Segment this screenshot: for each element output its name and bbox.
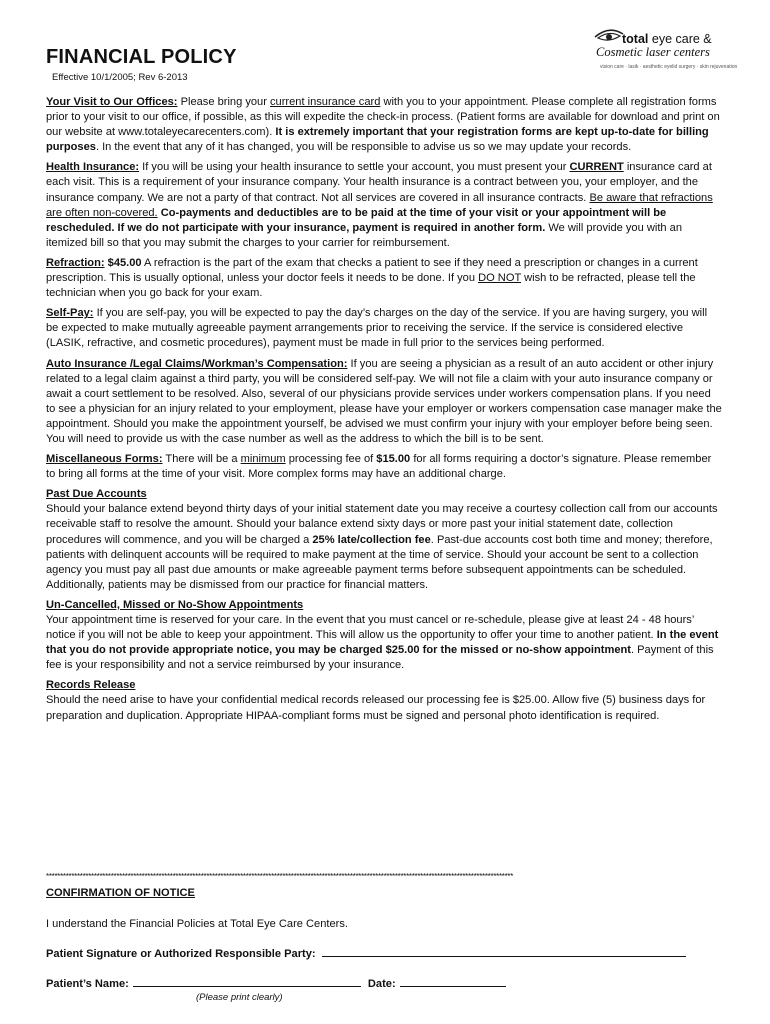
patient-name-field[interactable] [133,976,361,987]
policy-body [46,95,722,729]
date-field[interactable] [400,976,506,987]
logo-tagline: vision care · lasik · aesthetic eyelid surgery · skin rejuvenation [600,64,738,70]
section-refraction: Refraction: $45.00 A refraction is the part of the exam that checks a patient to see if they need a prescription or changes in a current prescription. This is usually optional, unless your doctor feels it needs to be done. If you DO NOT wish to be refracted, please tell the technician when you go back for your exam. [46,256,698,300]
signature-label: Patient Signature or Authorized Responsible Party: [46,948,316,960]
section-office-visit: Your Visit to Our Offices: Please bring your current insurance card with you to your appointment. Please complete all registration forms prior to your visit to our office, if possible, as this will expedite the check-in process. (Patient forms are available for download and print on our website at www.totaleyecarecenters.com). It is extremely important that your registration forms are kept up-to-date for billing purposes. In the event that any of it has changed, you will be responsible to advise us so we may update your records. [46,96,720,154]
signature-row [46,946,686,960]
section-misc-forms: Miscellaneous Forms: There will be a minimum processing fee of $15.00 for all forms requiring a doctor’s signature. Please remember to bring all forms at the time of your visit. More complex forms may have an additional charge. [46,453,712,481]
date-label: Date: [367,978,396,990]
divider: ********************************************************************************************************************************************************************** [46,872,514,881]
confirmation-statement: I understand the Financial Policies at Total Eye Care Centers. [46,918,348,930]
signature-field[interactable] [322,946,686,957]
section-past-due: Past Due Accounts Should your balance extend beyond thirty days of your initial statement date you may receive a courtesy collection call from our accounts receivable staff to resolve the amount. Should your balance extend sixty days or more past your initial statement date, collection procedures will commence, and you will be charged a 25% late/collection fee. Past-due accounts cost both time and money; therefore, patients with delinquent accounts will be required to make payment at the time of service. Should your account be sent to a collection agency you must pay all past due amounts or make agreeable payment terms before subsequent appointments can be scheduled. Additionally, patients may be dismissed from our practice for financial matters. [46,488,718,591]
section-no-show: Un-Cancelled, Missed or No-Show Appointments Your appointment time is reserved for your care. In the event that you must cancel or re-schedule, please give at least 24 - 48 hours’ notice if you will not be able to keep your appointment. This will allow us the opportunity to offer your time to another patient. In the event that you do not provide appropriate notice, you may be charged $25.00 for the missed or no-show appointment. Payment of this fee is your responsibility and not a service reimbursed by your insurance. [46,598,719,672]
page-title: FINANCIAL POLICY [46,46,237,68]
company-logo [592,24,738,76]
section-auto-insurance: Auto Insurance /Legal Claims/Workman’s Compensation: If you are seeing a physician as a result of an auto accident or other injury related to a legal claim against a third party, you will be considered self-pay. We will not file a claim with your auto insurance company or await a court settlement to be resolved. Also, several of our physicians provide services under workers compensation plans. If you need to see a physician for an injury related to your employment, please have your employer or workers compensation case manager make the appointment. Should you make the appointment yourself, be advised we must confirm your injury with your employer before being seen. You will need to provide us with the case number as well as the address to which the bill is to be sent. [46,357,722,445]
name-date-row [46,976,506,990]
section-health-insurance: Health Insurance: If you will be using your health insurance to settle your account, you must present your CURRENT insurance card at each visit. This is a requirement of your insurance company. Your health insurance is a contract between you, your employer, and the insurance company. We are not a party of that contract. Not all services are covered in all insurance contracts. Be aware that refractions are often non-covered. Co-payments and deductibles are to be paid at the time of your visit or your appointment will be rescheduled. If we do not participate with your insurance, payment is required in another form. We will provide you with an itemized bill so that you may submit the charges to your carrier for reimbursement. [46,161,713,249]
effective-date: Effective 10/1/2005; Rev 6-2013 [52,72,188,83]
logo-laser-line: Cosmetic laser centers [596,45,710,59]
eye-icon [594,28,624,44]
section-self-pay: Self-Pay: If you are self-pay, you will be expected to pay the day’s charges on the day of the service. If you are having surgery, you will be expected to make mutually agreeable payment arrangements prior to receiving the service. If the service is considered elective (LASIK, refractive, and cosmetic procedures), payment must be made in full prior to the services being performed. [46,307,708,350]
section-records-release: Records Release Should the need arise to have your confidential medical records released our processing fee is $25.00. Allow five (5) business days for preparation and duplication. Appropriate HIPAA-compliant forms must be signed and personal photo identification is required. [46,679,706,722]
patient-name-label: Patient’s Name: [46,978,129,990]
print-note: (Please print clearly) [196,992,283,1003]
confirmation-heading: CONFIRMATION OF NOTICE [46,887,195,899]
logo-brand-line: total eye care & [622,32,712,46]
